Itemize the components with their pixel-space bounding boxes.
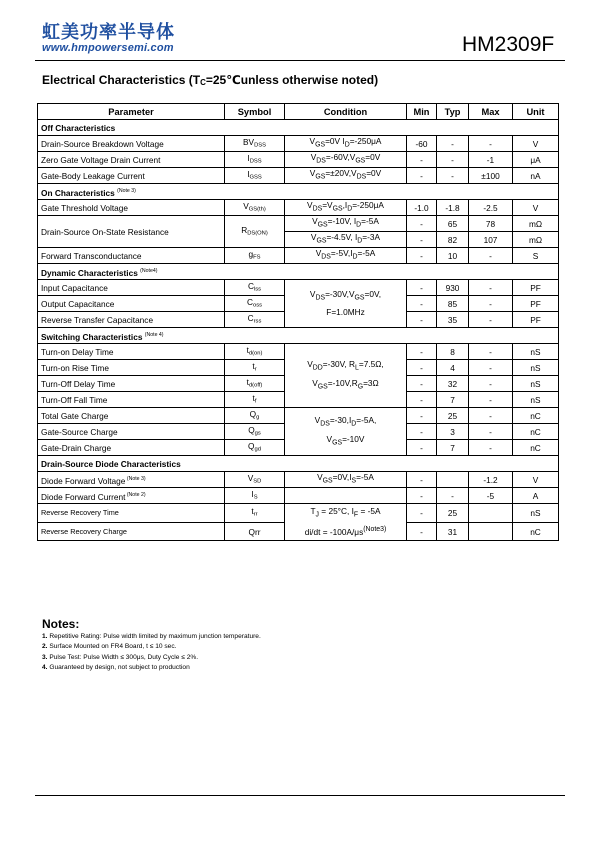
condition-cell: $V_{DS}=V_{GS},I_D=-250\mu A$	[285, 200, 407, 216]
table-row	[38, 504, 559, 523]
param-cell: Diode Forward Voltage $^{(Note 3)}$	[38, 472, 225, 488]
unit-cell: nA	[513, 168, 559, 184]
typ-cell: 8	[437, 344, 469, 360]
symbol-cell: $BV_{DSS}$	[225, 136, 285, 152]
param-cell: Gate-Drain Charge	[38, 440, 225, 456]
unit-cell: nS	[513, 392, 559, 408]
column-header: Typ	[437, 104, 469, 120]
condition-cell: $V_{DS}=-30V,V_{GS}=0V$, F=1.0MHz	[285, 280, 407, 328]
company-website: www.hmpowersemi.com	[42, 42, 174, 54]
param-cell: Drain-Source Breakdown Voltage	[38, 136, 225, 152]
unit-cell: A	[513, 488, 559, 504]
table-row	[38, 280, 559, 296]
unit-cell: V	[513, 136, 559, 152]
typ-cell: 35	[437, 312, 469, 328]
unit-cell: nS	[513, 504, 559, 523]
unit-cell: V	[513, 200, 559, 216]
unit-cell: μA	[513, 152, 559, 168]
max-cell: -	[469, 376, 513, 392]
unit-cell: nC	[513, 522, 559, 541]
typ-cell: -	[437, 168, 469, 184]
condition-cell	[285, 488, 407, 504]
typ-cell: 10	[437, 248, 469, 264]
condition-cell: $V_{DS}=-60V,V_{GS}=0V$	[285, 152, 407, 168]
param-cell: Output Capacitance	[38, 296, 225, 312]
symbol-cell: $V_{SD}$	[225, 472, 285, 488]
typ-cell: -1.8	[437, 200, 469, 216]
min-cell: -	[407, 296, 437, 312]
condition-cell: $V_{GS}=-4.5V$, $I_D=-3A$	[285, 232, 407, 248]
typ-cell: 4	[437, 360, 469, 376]
param-cell: Turn-Off Fall Time	[38, 392, 225, 408]
param-cell: Gate-Body Leakage Current	[38, 168, 225, 184]
param-cell: Reverse Recovery Charge	[38, 522, 225, 541]
typ-cell: 25	[437, 504, 469, 523]
header-divider	[35, 60, 565, 61]
symbol-cell: $I_S$	[225, 488, 285, 504]
max-cell: -	[469, 392, 513, 408]
min-cell: -	[407, 168, 437, 184]
typ-cell: 31	[437, 522, 469, 541]
table-row	[38, 200, 559, 216]
param-cell: Gate Threshold Voltage	[38, 200, 225, 216]
unit-cell: V	[513, 472, 559, 488]
param-cell: Reverse Recovery Time	[38, 504, 225, 523]
min-cell: -	[407, 488, 437, 504]
min-cell: -	[407, 376, 437, 392]
category-heading: Dynamic Characteristics $^{(Note4)}$	[38, 264, 559, 280]
max-cell: -	[469, 440, 513, 456]
unit-cell: nS	[513, 344, 559, 360]
condition-cell: $V_{GS}=0V,I_S=-5A$	[285, 472, 407, 488]
category-heading: Off Characteristics	[38, 120, 559, 136]
unit-cell: S	[513, 248, 559, 264]
min-cell: -	[407, 472, 437, 488]
min-cell: -	[407, 344, 437, 360]
typ-cell: 32	[437, 376, 469, 392]
unit-cell: nC	[513, 408, 559, 424]
notes-list	[42, 632, 261, 673]
symbol-cell: $t_{d(off)}$	[225, 376, 285, 392]
condition-cell: $V_{GS}=0V$ $I_D=-250\mu A$	[285, 136, 407, 152]
min-cell: -60	[407, 136, 437, 152]
symbol-cell: $C_{rss}$	[225, 312, 285, 328]
param-cell: Input Capacitance	[38, 280, 225, 296]
max-cell: -	[469, 424, 513, 440]
category-heading: On Characteristics $^{(Note 3)}$	[38, 184, 559, 200]
symbol-cell: $Q_{gd}$	[225, 440, 285, 456]
param-cell: Reverse Transfer Capacitance	[38, 312, 225, 328]
min-cell: -	[407, 280, 437, 296]
symbol-cell: $t_r$	[225, 360, 285, 376]
param-cell: Forward Transconductance	[38, 248, 225, 264]
condition-cell: $V_{DD}=-30V$, $R_L=7.5\Omega$, $V_{GS}=-10V,R_G=3\Omega$	[285, 344, 407, 408]
column-header: Min	[407, 104, 437, 120]
typ-cell: 65	[437, 216, 469, 232]
min-cell: -	[407, 360, 437, 376]
typ-cell: 85	[437, 296, 469, 312]
symbol-cell: $R_{DS(ON)}$	[225, 216, 285, 248]
typ-cell: 3	[437, 424, 469, 440]
min-cell: -	[407, 504, 437, 523]
max-cell: -5	[469, 488, 513, 504]
table-row	[38, 152, 559, 168]
min-cell: -	[407, 408, 437, 424]
min-cell: -	[407, 152, 437, 168]
table-header-row	[38, 104, 559, 120]
unit-cell: nS	[513, 360, 559, 376]
max-cell: -	[469, 280, 513, 296]
symbol-cell: Qrr	[225, 522, 285, 541]
max-cell: -1.2	[469, 472, 513, 488]
condition-cell: $V_{GS}=\pm 20V,V_{DS}=0V$	[285, 168, 407, 184]
param-cell: Turn-on Delay Time	[38, 344, 225, 360]
table-row	[38, 344, 559, 360]
symbol-cell: $I_{GSS}$	[225, 168, 285, 184]
max-cell: -	[469, 360, 513, 376]
param-cell: Gate-Source Charge	[38, 424, 225, 440]
note-item: 4. Guaranteed by design, not subject to production	[42, 663, 190, 671]
max-cell	[469, 522, 513, 541]
table-row	[38, 488, 559, 504]
unit-cell: mΩ	[513, 216, 559, 232]
max-cell: ±100	[469, 168, 513, 184]
notes-title: Notes:	[42, 617, 80, 631]
condition-cell: $T_J = 25^\circ C$, $I_F = -5A$ $di/dt = -100A/\mu s^{(Note3)}$	[285, 504, 407, 541]
category-heading: Drain-Source Diode Characteristics	[38, 456, 559, 472]
symbol-cell: $t_{rr}$	[225, 504, 285, 523]
typ-cell: -	[437, 488, 469, 504]
typ-cell: -	[437, 152, 469, 168]
table-row	[38, 136, 559, 152]
min-cell: -1.0	[407, 200, 437, 216]
unit-cell: mΩ	[513, 232, 559, 248]
typ-cell: 7	[437, 440, 469, 456]
param-cell: Total Gate Charge	[38, 408, 225, 424]
max-cell	[469, 504, 513, 523]
min-cell: -	[407, 216, 437, 232]
table-row	[38, 248, 559, 264]
symbol-cell: $C_{oss}$	[225, 296, 285, 312]
condition-cell: $V_{DS}=-30,I_D=-5A$, $V_{GS}=-10V$	[285, 408, 407, 456]
param-cell: Drain-Source On-State Resistance	[38, 216, 225, 248]
min-cell: -	[407, 312, 437, 328]
column-header: Condition	[285, 104, 407, 120]
min-cell: -	[407, 424, 437, 440]
condition-cell: $V_{DS}=-5V,I_D=-5A$	[285, 248, 407, 264]
max-cell: -	[469, 408, 513, 424]
max-cell: -	[469, 248, 513, 264]
max-cell: -	[469, 296, 513, 312]
column-header: Unit	[513, 104, 559, 120]
column-header: Symbol	[225, 104, 285, 120]
symbol-cell: $I_{DSS}$	[225, 152, 285, 168]
typ-cell: 7	[437, 392, 469, 408]
company-logo-chinese: 虹美功率半导体	[42, 22, 175, 43]
min-cell: -	[407, 248, 437, 264]
min-cell: -	[407, 522, 437, 541]
note-item: 3. Pulse Test: Pulse Width ≤ 300μs, Duty Cycle ≤ 2%.	[42, 653, 199, 661]
max-cell: -	[469, 344, 513, 360]
note-item: 2. Surface Mounted on FR4 Board, t ≤ 10 sec.	[42, 643, 177, 651]
typ-cell: 82	[437, 232, 469, 248]
unit-cell: PF	[513, 296, 559, 312]
min-cell: -	[407, 392, 437, 408]
max-cell: -2.5	[469, 200, 513, 216]
param-cell: Turn-on Rise Time	[38, 360, 225, 376]
min-cell: -	[407, 440, 437, 456]
symbol-cell: $Q_g$	[225, 408, 285, 424]
symbol-cell: $V_{GS(th)}$	[225, 200, 285, 216]
typ-cell: -	[437, 136, 469, 152]
max-cell: 78	[469, 216, 513, 232]
symbol-cell: $g_{FS}$	[225, 248, 285, 264]
symbol-cell: $t_{d(on)}$	[225, 344, 285, 360]
unit-cell: nC	[513, 440, 559, 456]
symbol-cell: $Q_{gs}$	[225, 424, 285, 440]
symbol-cell: $C_{lss}$	[225, 280, 285, 296]
symbol-cell: $t_f$	[225, 392, 285, 408]
condition-cell: $V_{GS}=-10V$, $I_D=-5A$	[285, 216, 407, 232]
table-row	[38, 216, 559, 232]
part-number: HM2309F	[462, 33, 555, 56]
max-cell: -	[469, 136, 513, 152]
param-cell: Turn-Off Delay Time	[38, 376, 225, 392]
param-cell: Zero Gate Voltage Drain Current	[38, 152, 225, 168]
typ-cell: 930	[437, 280, 469, 296]
column-header: Max	[469, 104, 513, 120]
table-row	[38, 472, 559, 488]
unit-cell: PF	[513, 312, 559, 328]
table-row	[38, 168, 559, 184]
param-cell: Diode Forward Current $^{(Note 2)}$	[38, 488, 225, 504]
max-cell: -1	[469, 152, 513, 168]
unit-cell: PF	[513, 280, 559, 296]
typ-cell	[437, 472, 469, 488]
min-cell: -	[407, 232, 437, 248]
unit-cell: nS	[513, 376, 559, 392]
max-cell: -	[469, 312, 513, 328]
footer-divider	[35, 795, 565, 796]
column-header: Parameter	[38, 104, 225, 120]
table-row	[38, 408, 559, 424]
section-title: Electrical Characteristics ($T_C=25℃unless$ otherwise noted)	[42, 73, 379, 87]
electrical-characteristics-table	[37, 103, 559, 541]
unit-cell: nC	[513, 424, 559, 440]
note-item: 1. Repetitive Rating: Pulse width limited by maximum junction temperature.	[42, 633, 261, 640]
typ-cell: 25	[437, 408, 469, 424]
max-cell: 107	[469, 232, 513, 248]
category-heading: Switching Characteristics $^{(Note 4)}$	[38, 328, 559, 344]
